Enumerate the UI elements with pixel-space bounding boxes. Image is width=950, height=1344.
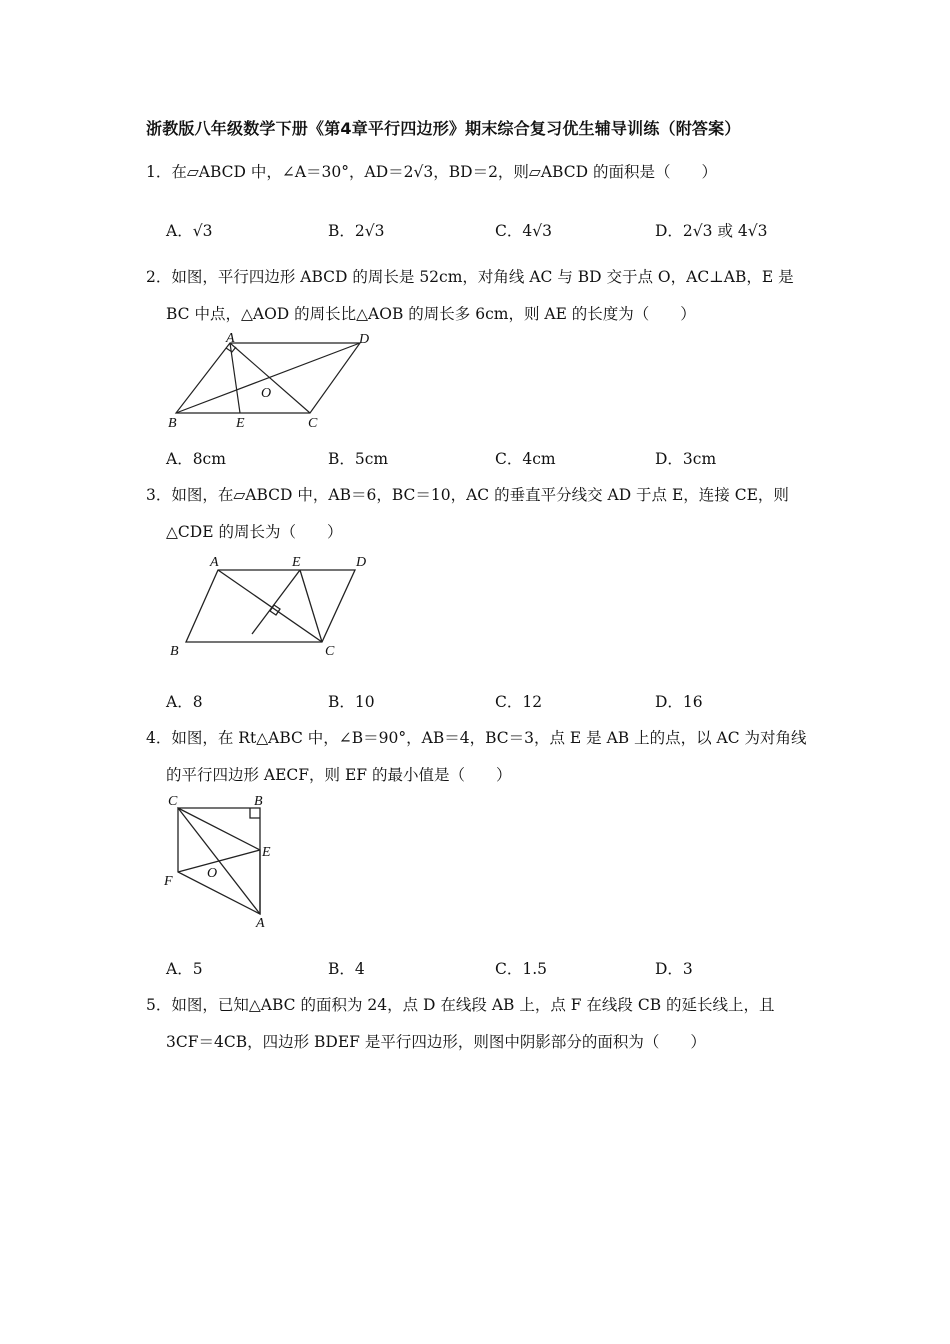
q3-stem-line-2: △CDE 的周长为（ ）: [166, 523, 343, 541]
q5-number: 5．: [146, 996, 172, 1014]
q2-figure: [160, 330, 390, 435]
q4-label-b: B: [254, 794, 263, 809]
q1-stem: [146, 160, 717, 182]
q3-label-a: A: [210, 555, 219, 570]
q3-label-d: D: [356, 555, 367, 570]
q3-segment-ce: [300, 570, 322, 642]
q3-label-c: C: [325, 644, 335, 659]
q4-label-c: C: [168, 794, 178, 809]
q3-stem-line-1: 3．如图，在▱ABCD 中，AB＝6，BC＝10，AC 的垂直平分线交 AD 于点 E，连接 CE，则: [146, 486, 789, 504]
q4-number: 4．: [146, 729, 172, 747]
q4-stem-line-1: 4．如图，在 Rt△ABC 中，∠B＝90°，AB＝4，BC＝3，点 E 是 AB 上的点，以 AC 为对角线: [146, 729, 807, 747]
q4-option-b: B．4: [328, 960, 365, 978]
q1-option-a: A．√3: [166, 222, 213, 240]
q2-label-c: C: [308, 416, 318, 431]
q4-label-o: O: [207, 866, 218, 881]
q5-stem-line-2: 3CF＝4CB，四边形 BDEF 是平行四边形，则图中阴影部分的面积为（ ）: [166, 1033, 706, 1051]
q3-number: 3．: [146, 486, 172, 504]
q1-number: 1．: [146, 163, 172, 181]
q3-figure: [160, 550, 380, 660]
q3-option-a: A．8: [166, 693, 203, 711]
q1-option-d: D．2√3 或 4√3: [655, 222, 768, 240]
q2-label-o: O: [261, 386, 272, 401]
q1-option-c: C．4√3: [495, 222, 552, 240]
q2-option-a: A．8cm: [166, 450, 226, 468]
q4-option-d: D．3: [655, 960, 693, 978]
q2-label-e: E: [236, 416, 245, 431]
q2-stem-line-2: BC 中点，△AOD 的周长比△AOB 的周长多 6cm，则 AE 的长度为（ ）: [166, 305, 696, 323]
q4-stem-line-2: 的平行四边形 AECF，则 EF 的最小值是（ ）: [166, 766, 512, 784]
q3-option-c: C．12: [495, 693, 543, 711]
q4-label-e: E: [262, 845, 271, 860]
q5-stem-line-1: 5．如图，已知△ABC 的面积为 24，点 D 在线段 AB 上，点 F 在线段 CB 的延长线上，且: [146, 996, 775, 1014]
q3-perpendicular-bisector: [252, 570, 300, 634]
q4-label-f: F: [164, 874, 173, 889]
q2-label-d: D: [359, 332, 370, 347]
q2-number: 2．: [146, 268, 172, 286]
q2-segment-ae: [230, 343, 240, 413]
q4-label-a: A: [256, 916, 265, 931]
q2-option-d: D．3cm: [655, 450, 717, 468]
q4-option-c: C．1.5: [495, 960, 548, 978]
page-title: 浙教版八年级数学下册《第4章平行四边形》期末综合复习优生辅导训练（附答案）: [146, 119, 741, 138]
q2-stem-line-1: 2．如图，平行四边形 ABCD 的周长是 52cm，对角线 AC 与 BD 交于点 O，AC⊥AB，E 是: [146, 268, 794, 286]
q2-label-b: B: [168, 416, 177, 431]
q4-figure: [158, 788, 288, 933]
q2-diagonal-ac: [230, 343, 310, 413]
q2-label-a: A: [226, 331, 235, 346]
q3-label-e: E: [292, 555, 301, 570]
q3-diagonal-ac: [218, 570, 322, 642]
q2-option-c: C．4cm: [495, 450, 556, 468]
q2-option-b: B．5cm: [328, 450, 389, 468]
q4-segment-ef: [178, 850, 260, 872]
q3-option-b: B．10: [328, 693, 375, 711]
q3-option-d: D．16: [655, 693, 703, 711]
q1-option-b: B．2√3: [328, 222, 385, 240]
q1-line-1: 在▱ABCD 中，∠A＝30°，AD＝2√3，BD＝2，则▱ABCD 的面积是（ ）: [171, 163, 717, 181]
q4-right-angle-mark: [250, 808, 260, 818]
q3-label-b: B: [170, 644, 179, 659]
q4-option-a: A．5: [166, 960, 203, 978]
